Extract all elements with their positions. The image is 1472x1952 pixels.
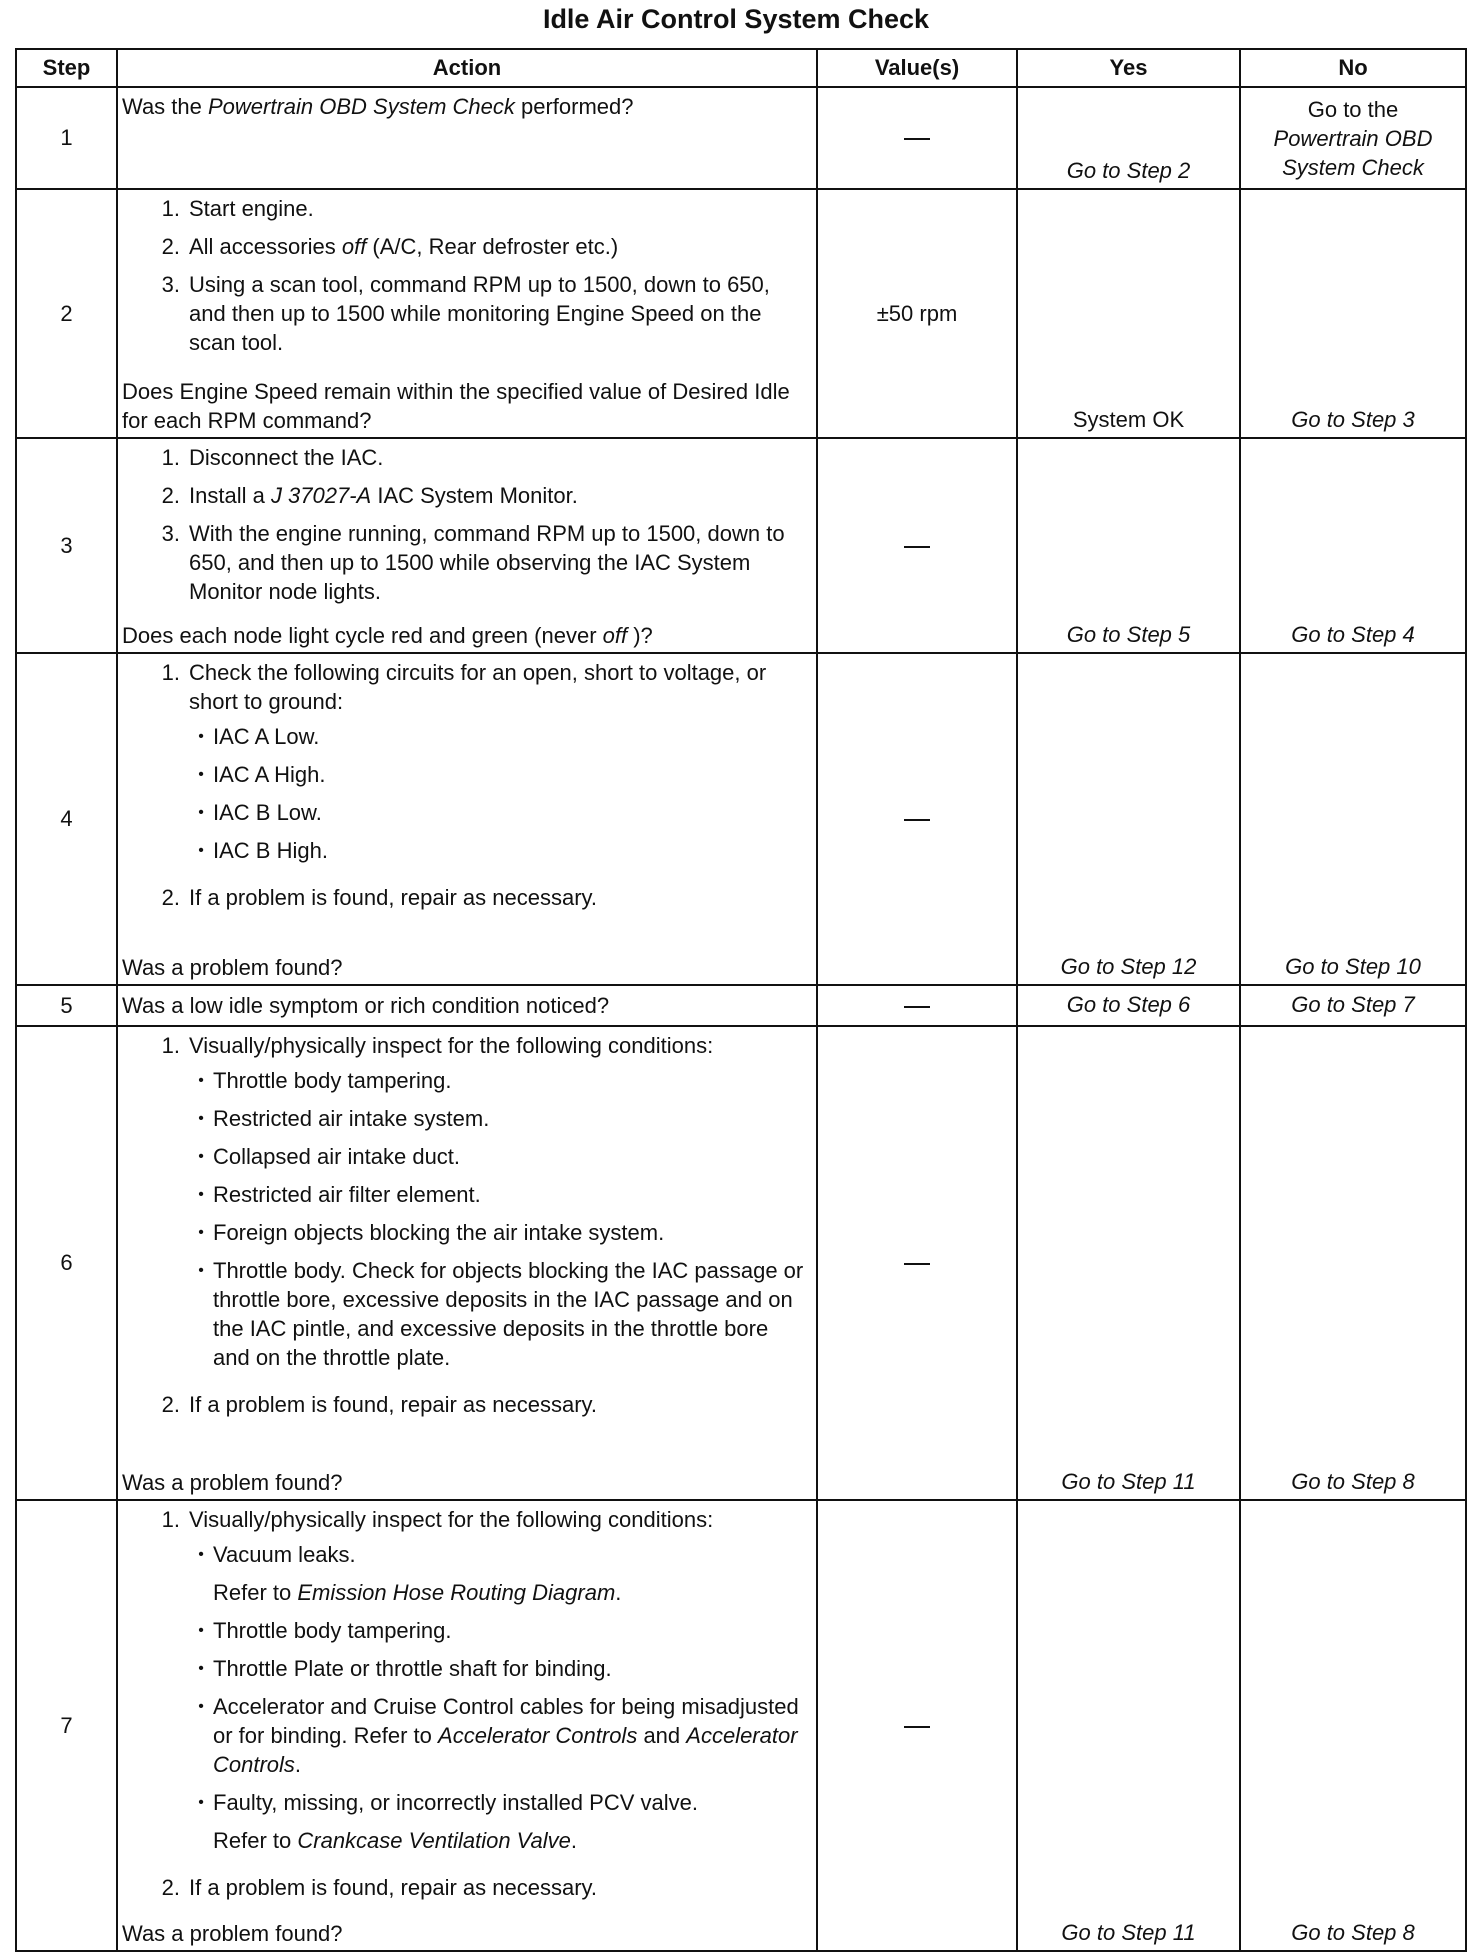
- value-cell: [817, 1026, 1017, 1500]
- question-text: Does each node light cycle red and green (never off )?: [122, 623, 653, 648]
- table-row: [16, 1026, 1466, 1500]
- bullet-item: • Faulty, missing, or incorrectly installed PCV valve. Refer to Crankcase Ventilation Valve.: [198, 1790, 698, 1853]
- step-number: 4: [16, 653, 117, 985]
- action-item: 2. Install a J 37027-A IAC System Monitor.: [161, 483, 578, 508]
- step-number: 2: [16, 189, 117, 438]
- question-text: Does Engine Speed remain within the specified value of Desired Idle for each RPM command?: [122, 379, 790, 433]
- bullet-item: • Vacuum leaks. Refer to Emission Hose Routing Diagram.: [198, 1542, 622, 1605]
- bullet-item: • Accelerator and Cruise Control cables for being misadjusted or for binding. Refer to Accelerator Controls and Accelerator Controls.: [198, 1694, 799, 1777]
- action-item: 3. With the engine running, command RPM up to 1500, down to 650, and then up to 1500 while observing the IAC System Monitor node lights.: [161, 521, 785, 604]
- table-row: [16, 189, 1466, 438]
- value-dash: [904, 1006, 930, 1008]
- bullet-item: • IAC B High.: [198, 838, 328, 863]
- table-row: [16, 1500, 1466, 1951]
- no-outcome: Go to Step 4: [1291, 622, 1415, 647]
- no-outcome-line: System Check: [1282, 155, 1424, 180]
- action-cell: [117, 87, 817, 189]
- action-cell: [117, 189, 817, 438]
- action-item: 3. Using a scan tool, command RPM up to 1500, down to 650, and then up to 1500 while monitoring Engine Speed on the scan tool.: [161, 272, 770, 355]
- no-cell: [1240, 1500, 1466, 1951]
- action-list: [122, 658, 808, 921]
- bullet-item: • IAC A High.: [198, 762, 326, 787]
- no-outcome: Go to Step 7: [1291, 991, 1415, 1017]
- yes-cell: [1017, 1500, 1240, 1951]
- yes-cell: [1017, 985, 1240, 1026]
- table-row: [16, 985, 1466, 1026]
- question-text: Was the Powertrain OBD System Check performed?: [122, 94, 634, 119]
- table-header-row: [16, 49, 1466, 87]
- no-cell: [1240, 438, 1466, 653]
- reference-note: Refer to Emission Hose Routing Diagram.: [213, 1580, 622, 1605]
- step-number: 6: [16, 1026, 117, 1500]
- bullet-list: [189, 722, 808, 865]
- yes-cell: [1017, 87, 1240, 189]
- action-cell: [117, 985, 817, 1026]
- table-row: [16, 438, 1466, 653]
- action-item: 1. Start engine.: [161, 196, 314, 221]
- value-cell: [817, 653, 1017, 985]
- question-text: Was a low idle symptom or rich condition noticed?: [122, 993, 610, 1018]
- action-item: 2. All accessories off (A/C, Rear defroster etc.): [161, 234, 619, 259]
- yes-outcome: Go to Step 5: [1066, 622, 1191, 647]
- action-item: 2. If a problem is found, repair as necessary.: [161, 1875, 598, 1900]
- bullet-item: • Collapsed air intake duct.: [198, 1144, 461, 1169]
- bullet-item: • Restricted air intake system.: [198, 1106, 490, 1131]
- yes-cell: [1017, 189, 1240, 438]
- action-item: 1. Check the following circuits for an open, short to voltage, or short to ground: • IAC A Low. • IAC A High. • IAC B Low. • IAC B High.: [122, 658, 808, 874]
- table-row: [16, 87, 1466, 189]
- value-cell: [817, 1500, 1017, 1951]
- bullet-item: • Foreign objects blocking the air intake system.: [198, 1220, 665, 1245]
- header-action: Action: [117, 49, 817, 87]
- header-values: Value(s): [817, 49, 1017, 87]
- question-text: Was a problem found?: [122, 955, 343, 980]
- value-cell: [817, 985, 1017, 1026]
- bullet-item: • Restricted air filter element.: [198, 1182, 481, 1207]
- yes-outcome: Go to Step 11: [1061, 1469, 1196, 1494]
- value-dash: [904, 1726, 930, 1728]
- step-number: 5: [16, 985, 117, 1026]
- value-cell: [817, 87, 1017, 189]
- yes-outcome: Go to Step 2: [1066, 158, 1191, 183]
- action-list: [122, 194, 808, 366]
- action-cell: [117, 438, 817, 653]
- no-outcome: Go to Step 8: [1291, 1469, 1415, 1494]
- step-number: 1: [16, 87, 117, 189]
- yes-outcome: Go to Step 12: [1060, 954, 1197, 979]
- question-text: Was a problem found?: [122, 1470, 343, 1495]
- no-cell: [1240, 985, 1466, 1026]
- no-cell: [1240, 653, 1466, 985]
- value-dash: [904, 546, 930, 548]
- no-outcome-line: Powertrain OBD: [1273, 126, 1433, 151]
- no-outcome-line: Go to the: [1307, 97, 1399, 122]
- action-item: 1. Visually/physically inspect for the following conditions: • Throttle body tampering. • Restricted air intake system. • Collapsed air intake duct. • Restricted air filter element. • Foreign objects blocking the air intake system. • Throttle body. Check for objects blocking the IAC passage or throttle bore, excessive deposits in the IAC passage and on the IAC pintle, and excessive deposits in the throttle bore and on the throttle plate.: [122, 1031, 808, 1381]
- bullet-item: • Throttle body tampering.: [198, 1068, 452, 1093]
- step-number: 3: [16, 438, 117, 653]
- question-text: Was a problem found?: [122, 1921, 343, 1946]
- no-cell: [1240, 1026, 1466, 1500]
- header-no: No: [1240, 49, 1466, 87]
- bullet-item: • IAC B Low.: [198, 800, 322, 825]
- action-item: 1. Visually/physically inspect for the following conditions: • Vacuum leaks. Refer to Emission Hose Routing Diagram. • Throttle body tampering. • Throttle Plate or throttle shaft for binding. • Accelerator and Cruise Control cables for being misadjusted or for binding. Refer to Accelerator Controls and Accelerator Controls. • Faulty, missing, or incorrectly installed PCV valve. Refer to Crankcase Ventilation Valve.: [122, 1505, 808, 1864]
- bullet-list: [189, 1540, 808, 1855]
- bullet-list: [189, 1066, 808, 1372]
- yes-outcome: Go to Step 6: [1066, 991, 1191, 1017]
- no-cell: [1240, 87, 1466, 189]
- bullet-item: • IAC A Low.: [198, 724, 320, 749]
- action-cell: [117, 653, 817, 985]
- no-cell: [1240, 189, 1466, 438]
- value-dash: [904, 138, 930, 140]
- step-number: 7: [16, 1500, 117, 1951]
- no-outcome: Go to Step 8: [1291, 1920, 1415, 1945]
- diagnostic-table: [15, 48, 1467, 1952]
- value-cell: ±50 rpm: [817, 189, 1017, 438]
- action-list: [122, 1505, 808, 1911]
- value-dash: [904, 819, 930, 821]
- yes-outcome: Go to Step 11: [1061, 1920, 1196, 1945]
- value-cell: [817, 438, 1017, 653]
- action-item: 2. If a problem is found, repair as necessary.: [161, 885, 598, 910]
- header-yes: Yes: [1017, 49, 1240, 87]
- bullet-item: • Throttle body tampering.: [198, 1618, 452, 1643]
- reference-note: Refer to Crankcase Ventilation Valve.: [213, 1828, 578, 1853]
- yes-cell: [1017, 438, 1240, 653]
- action-list: [122, 443, 808, 615]
- no-outcome: Go to Step 3: [1291, 407, 1415, 432]
- bullet-item: • Throttle Plate or throttle shaft for binding.: [198, 1656, 612, 1681]
- table-row: [16, 653, 1466, 985]
- value-dash: [904, 1263, 930, 1265]
- yes-outcome: System OK: [1072, 407, 1185, 432]
- action-cell: [117, 1500, 817, 1951]
- header-step: Step: [16, 49, 117, 87]
- page-title: Idle Air Control System Check: [542, 4, 930, 34]
- action-cell: [117, 1026, 817, 1500]
- action-item: 2. If a problem is found, repair as necessary.: [161, 1392, 598, 1417]
- action-item: 1. Disconnect the IAC.: [161, 445, 384, 470]
- yes-cell: [1017, 1026, 1240, 1500]
- yes-cell: [1017, 653, 1240, 985]
- no-outcome: Go to Step 10: [1285, 954, 1421, 979]
- bullet-item: • Throttle body. Check for objects blocking the IAC passage or throttle bore, excessive deposits in the IAC passage and on the IAC pintle, and excessive deposits in the throttle bore and on the throttle plate.: [198, 1258, 804, 1370]
- action-list: [122, 1031, 808, 1428]
